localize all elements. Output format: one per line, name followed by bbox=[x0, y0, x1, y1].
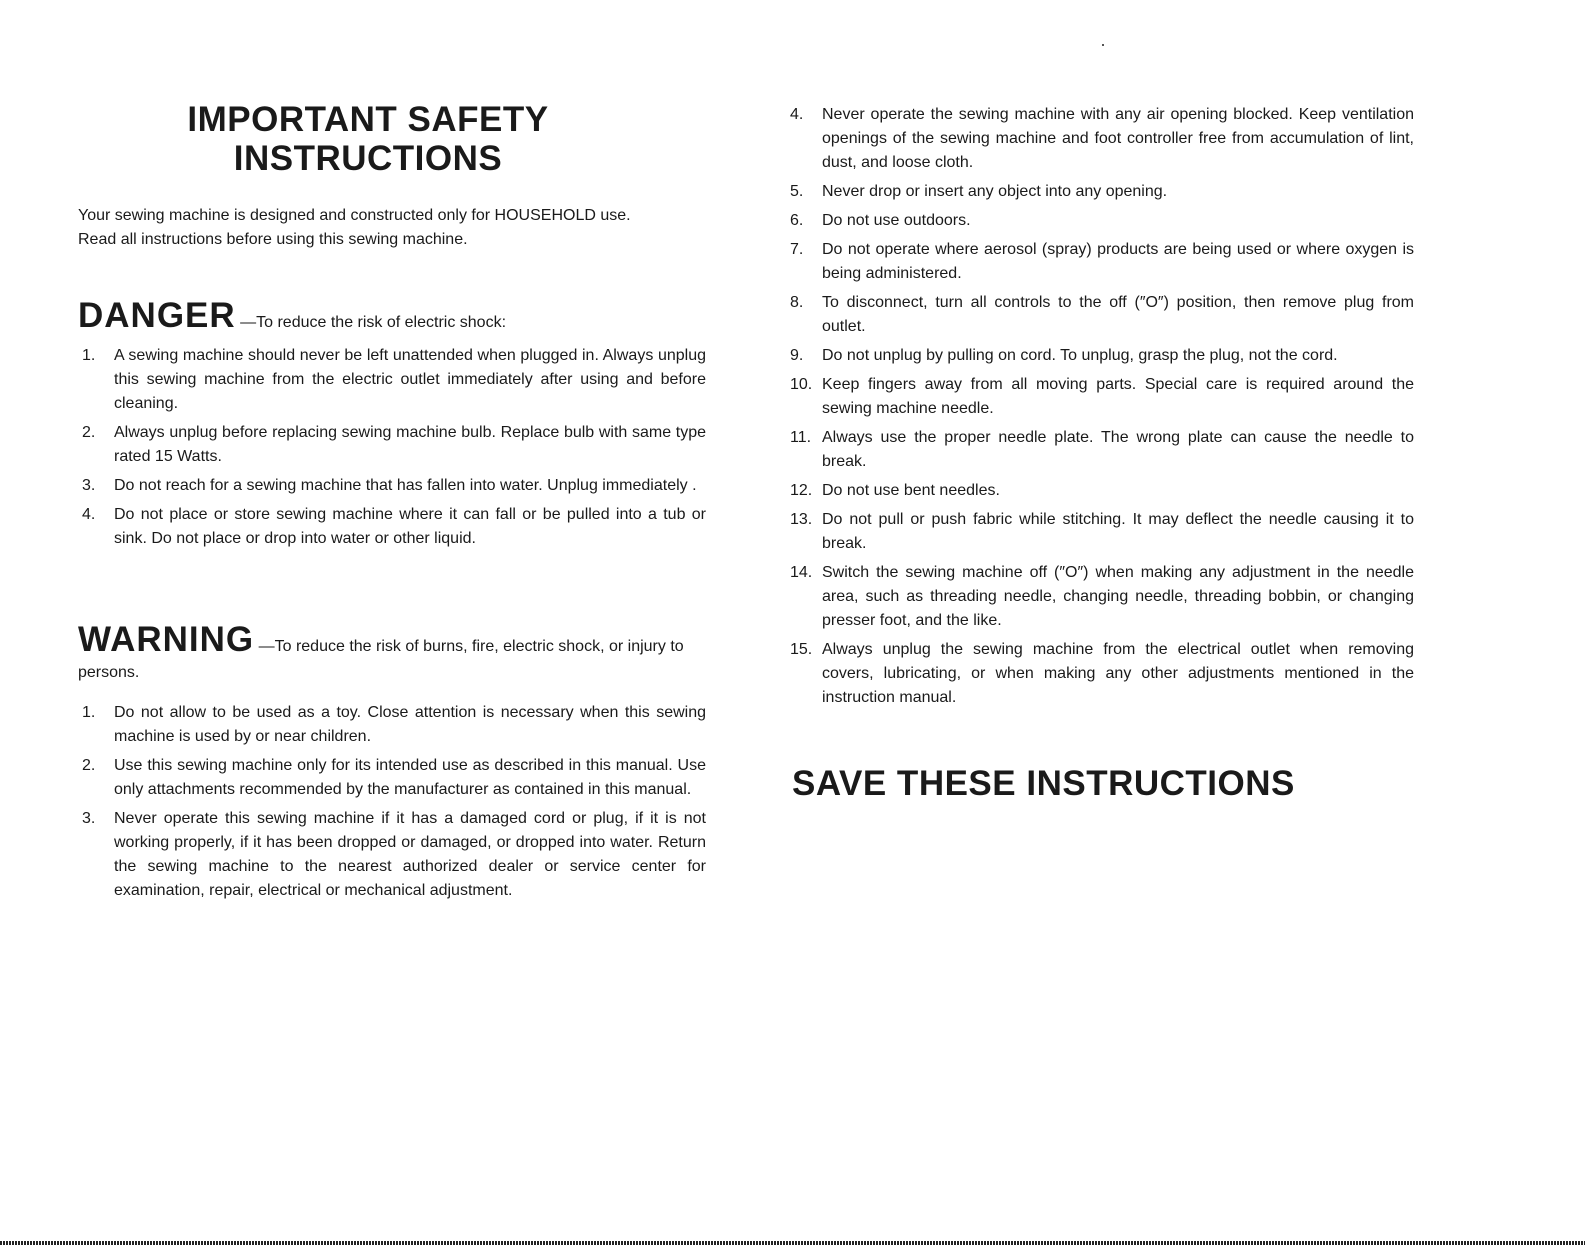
danger-list bbox=[78, 344, 706, 556]
list-item bbox=[786, 180, 1414, 204]
intro-line-1: Your sewing machine is designed and constructed only for HOUSEHOLD use. bbox=[78, 207, 631, 224]
list-item bbox=[78, 807, 706, 903]
item-text: Never drop or insert any object into any opening. bbox=[822, 183, 1168, 200]
item-text: Do not operate where aerosol (spray) products are being used or where oxygen is being administered. bbox=[822, 241, 1414, 282]
danger-subheading: —To reduce the risk of electric shock: bbox=[235, 314, 507, 331]
item-number: 1. bbox=[82, 347, 96, 364]
list-item bbox=[786, 373, 1414, 421]
title-line-1: IMPORTANT SAFETY bbox=[187, 100, 549, 139]
item-number: 9. bbox=[790, 347, 804, 364]
item-text: Never operate the sewing machine with any air opening blocked. Keep ventilation openings of the sewing machine and foot controller free from accumulation of lint, dust, and loose cloth. bbox=[822, 106, 1414, 171]
list-item bbox=[78, 503, 706, 551]
list-item bbox=[786, 238, 1414, 286]
title-line-2: INSTRUCTIONS bbox=[233, 139, 503, 178]
item-number: 2. bbox=[82, 424, 96, 441]
item-number: 15. bbox=[790, 641, 813, 658]
item-text: Do not use bent needles. bbox=[822, 482, 1000, 499]
list-item bbox=[78, 421, 706, 469]
item-text: Switch the sewing machine off (″O″) when making any adjustment in the needle area, such as threading needle, changing needle, threading bobbin, or changing presser foot, and the like. bbox=[822, 564, 1414, 629]
intro-paragraph bbox=[78, 204, 728, 252]
item-number: 4. bbox=[790, 106, 804, 123]
list-item bbox=[786, 561, 1414, 633]
item-number: 6. bbox=[790, 212, 804, 229]
item-number: 12. bbox=[790, 482, 813, 499]
list-item bbox=[786, 479, 1414, 503]
list-item bbox=[78, 754, 706, 802]
scan-speck bbox=[1102, 44, 1104, 46]
item-text: Do not reach for a sewing machine that has fallen into water. Unplug immediately . bbox=[114, 477, 697, 494]
item-text: To disconnect, turn all controls to the off (″O″) position, then remove plug from outlet. bbox=[822, 294, 1414, 335]
item-number: 11. bbox=[790, 429, 812, 446]
item-text: A sewing machine should never be left unattended when plugged in. Always unplug this sewing machine from the electric outlet immediately after using and before cleaning. bbox=[114, 347, 706, 412]
save-instructions-heading: SAVE THESE INSTRUCTIONS bbox=[792, 764, 1295, 803]
list-item bbox=[78, 474, 706, 498]
continued-warning-list bbox=[786, 103, 1414, 715]
list-item bbox=[786, 103, 1414, 175]
item-text: Do not pull or push fabric while stitching. It may deflect the needle causing it to break. bbox=[822, 511, 1414, 552]
item-number: 4. bbox=[82, 506, 96, 523]
item-number: 14. bbox=[790, 564, 813, 581]
item-text: Always use the proper needle plate. The wrong plate can cause the needle to break. bbox=[822, 429, 1414, 470]
item-number: 10. bbox=[790, 376, 813, 393]
item-number: 2. bbox=[82, 757, 96, 774]
list-item bbox=[786, 638, 1414, 710]
warning-list bbox=[78, 701, 706, 908]
intro-line-2: Read all instructions before using this sewing machine. bbox=[78, 231, 468, 248]
list-item bbox=[78, 701, 706, 749]
item-number: 1. bbox=[82, 704, 96, 721]
item-text: Do not unplug by pulling on cord. To unplug, grasp the plug, not the cord. bbox=[822, 347, 1338, 364]
item-text: Always unplug before replacing sewing machine bulb. Replace bulb with same type rated 15 Watts. bbox=[114, 424, 706, 465]
item-number: 7. bbox=[790, 241, 804, 258]
list-item bbox=[78, 344, 706, 416]
danger-heading bbox=[78, 296, 728, 336]
item-number: 3. bbox=[82, 477, 96, 494]
page-title bbox=[78, 100, 658, 178]
warning-label: WARNING bbox=[78, 620, 255, 659]
item-text: Always unplug the sewing machine from the electrical outlet when removing covers, lubricating, or when making any other adjustments mentioned in the instruction manual. bbox=[822, 641, 1414, 706]
item-text: Do not use outdoors. bbox=[822, 212, 971, 229]
item-text: Use this sewing machine only for its intended use as described in this manual. Use only attachments recommended by the manufacturer as contained in this manual. bbox=[114, 757, 706, 798]
list-item bbox=[786, 291, 1414, 339]
item-number: 13. bbox=[790, 511, 813, 528]
item-number: 5. bbox=[790, 183, 804, 200]
danger-label: DANGER bbox=[78, 296, 236, 335]
item-text: Do not place or store sewing machine where it can fall or be pulled into a tub or sink. Do not place or drop into water or other liquid. bbox=[114, 506, 706, 547]
warning-subheading: —To reduce the risk of burns, fire, electric shock, or injury to persons. bbox=[78, 638, 684, 681]
list-item bbox=[786, 344, 1414, 368]
list-item bbox=[786, 209, 1414, 233]
item-text: Never operate this sewing machine if it has a damaged cord or plug, if it is not working properly, if it has been dropped or damaged, or dropped into water. Return the sewing machine to the nearest authorized dealer or service center for examination, repair, electrical or mechanical adjustment. bbox=[114, 810, 706, 899]
bottom-border bbox=[0, 1241, 1585, 1245]
list-item bbox=[786, 508, 1414, 556]
item-text: Keep fingers away from all moving parts. Special care is required around the sewing machine needle. bbox=[822, 376, 1414, 417]
item-number: 8. bbox=[790, 294, 804, 311]
item-number: 3. bbox=[82, 810, 96, 827]
item-text: Do not allow to be used as a toy. Close attention is necessary when this sewing machine is used by or near children. bbox=[114, 704, 706, 745]
list-item bbox=[786, 426, 1414, 474]
warning-heading bbox=[78, 620, 728, 686]
